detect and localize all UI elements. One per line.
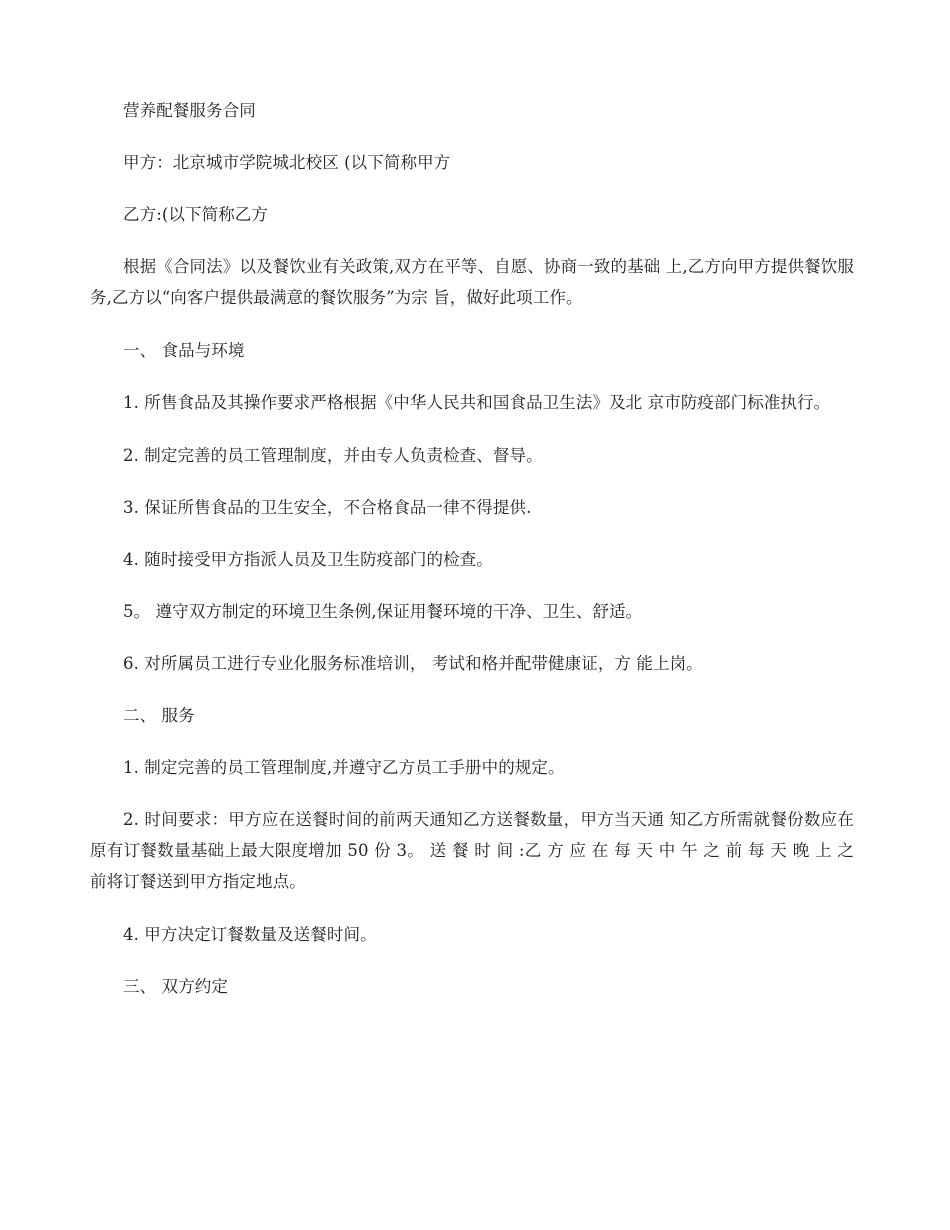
clause-paragraph: 3. 保证所售食品的卫生安全，不合格食品一律不得提供. [123, 498, 532, 517]
party-b-line: 乙方:(以下简称乙方 [123, 205, 268, 224]
clause-paragraph: 4. 随时接受甲方指派人员及卫生防疫部门的检查。 [123, 550, 493, 569]
clause-paragraph: 1. 所售食品及其操作要求严格根据《中华人民共和国食品卫生法》及北 京市防疫部门标准执行。 [123, 393, 831, 412]
clause-paragraph: 4. 甲方决定订餐数量及送餐时间。 [123, 925, 377, 944]
party-a-line: 甲方：北京城市学院城北校区 (以下简称甲方 [123, 153, 451, 172]
clause-paragraph: 6. 对所属员工进行专业化服务标准培训， 考试和格并配带健康证，方 能上岗。 [123, 654, 703, 673]
clause-paragraph: 2. 制定完善的员工管理制度，并由专人负责检查、督导。 [123, 446, 543, 465]
document-title: 营养配餐服务合同 [123, 101, 256, 120]
section-heading-service: 二、 服务 [123, 706, 195, 725]
section-heading-food-environment: 一、 食品与环境 [123, 341, 245, 360]
clause-paragraph: 5。 遵守双方制定的环境卫生条例,保证用餐环境的干净、卫生、舒适。 [123, 602, 643, 621]
clause-paragraph: 2. 时间要求：甲方应在送餐时间的前两天通知乙方送餐数量，甲方当天通 知乙方所需就餐份数应在原有订餐数量基础上最大限度增加 50 份 3。 送 餐 时 间 :乙 方 应 在 每 天 中 午 之 前 每 天 晚 上 之前将订餐送到甲方指定地点。 [90, 810, 854, 891]
clause-paragraph: 1. 制定完善的员工管理制度,并遵守乙方员工手册中的规定。 [123, 758, 565, 777]
section-heading-mutual-agreement: 三、 双方约定 [123, 977, 228, 996]
preamble-paragraph: 根据《合同法》以及餐饮业有关政策,双方在平等、自愿、协商一致的基础 上,乙方向甲方提供餐饮服务,乙方以“向客户提供最满意的餐饮服务”为宗 旨，做好此项工作。 [90, 257, 854, 307]
